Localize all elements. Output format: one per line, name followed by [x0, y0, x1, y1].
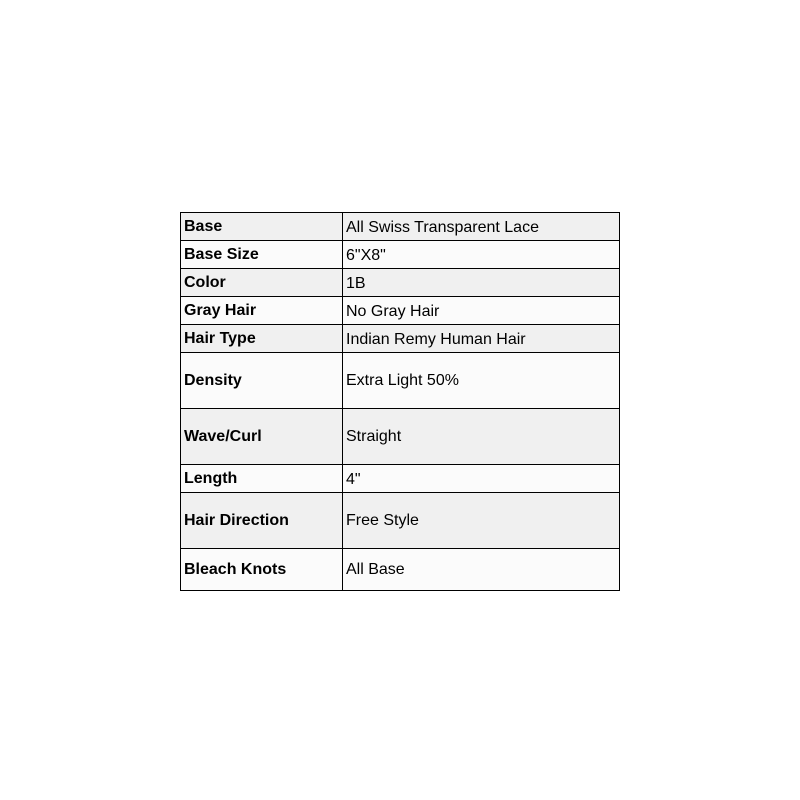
spec-value: No Gray Hair [343, 297, 620, 325]
spec-label: Wave/Curl [181, 409, 343, 465]
spec-label: Density [181, 353, 343, 409]
spec-value: All Swiss Transparent Lace [343, 213, 620, 241]
table-row [181, 241, 620, 269]
spec-label: Gray Hair [181, 297, 343, 325]
spec-label: Color [181, 269, 343, 297]
spec-label: Base Size [181, 241, 343, 269]
spec-value: All Base [343, 549, 620, 591]
spec-value: 4" [343, 465, 620, 493]
table-row [181, 269, 620, 297]
spec-label: Length [181, 465, 343, 493]
spec-value: 1B [343, 269, 620, 297]
table-row [181, 465, 620, 493]
spec-label: Hair Direction [181, 493, 343, 549]
table-row [181, 297, 620, 325]
spec-value: Straight [343, 409, 620, 465]
table-row [181, 325, 620, 353]
spec-label: Base [181, 213, 343, 241]
table-row [181, 409, 620, 465]
spec-value: Indian Remy Human Hair [343, 325, 620, 353]
table-row [181, 493, 620, 549]
table-row [181, 213, 620, 241]
table-row [181, 353, 620, 409]
spec-value: Extra Light 50% [343, 353, 620, 409]
spec-value: 6"X8" [343, 241, 620, 269]
spec-label: Bleach Knots [181, 549, 343, 591]
spec-label: Hair Type [181, 325, 343, 353]
hair-spec-table [180, 212, 620, 591]
table-row [181, 549, 620, 591]
spec-value: Free Style [343, 493, 620, 549]
